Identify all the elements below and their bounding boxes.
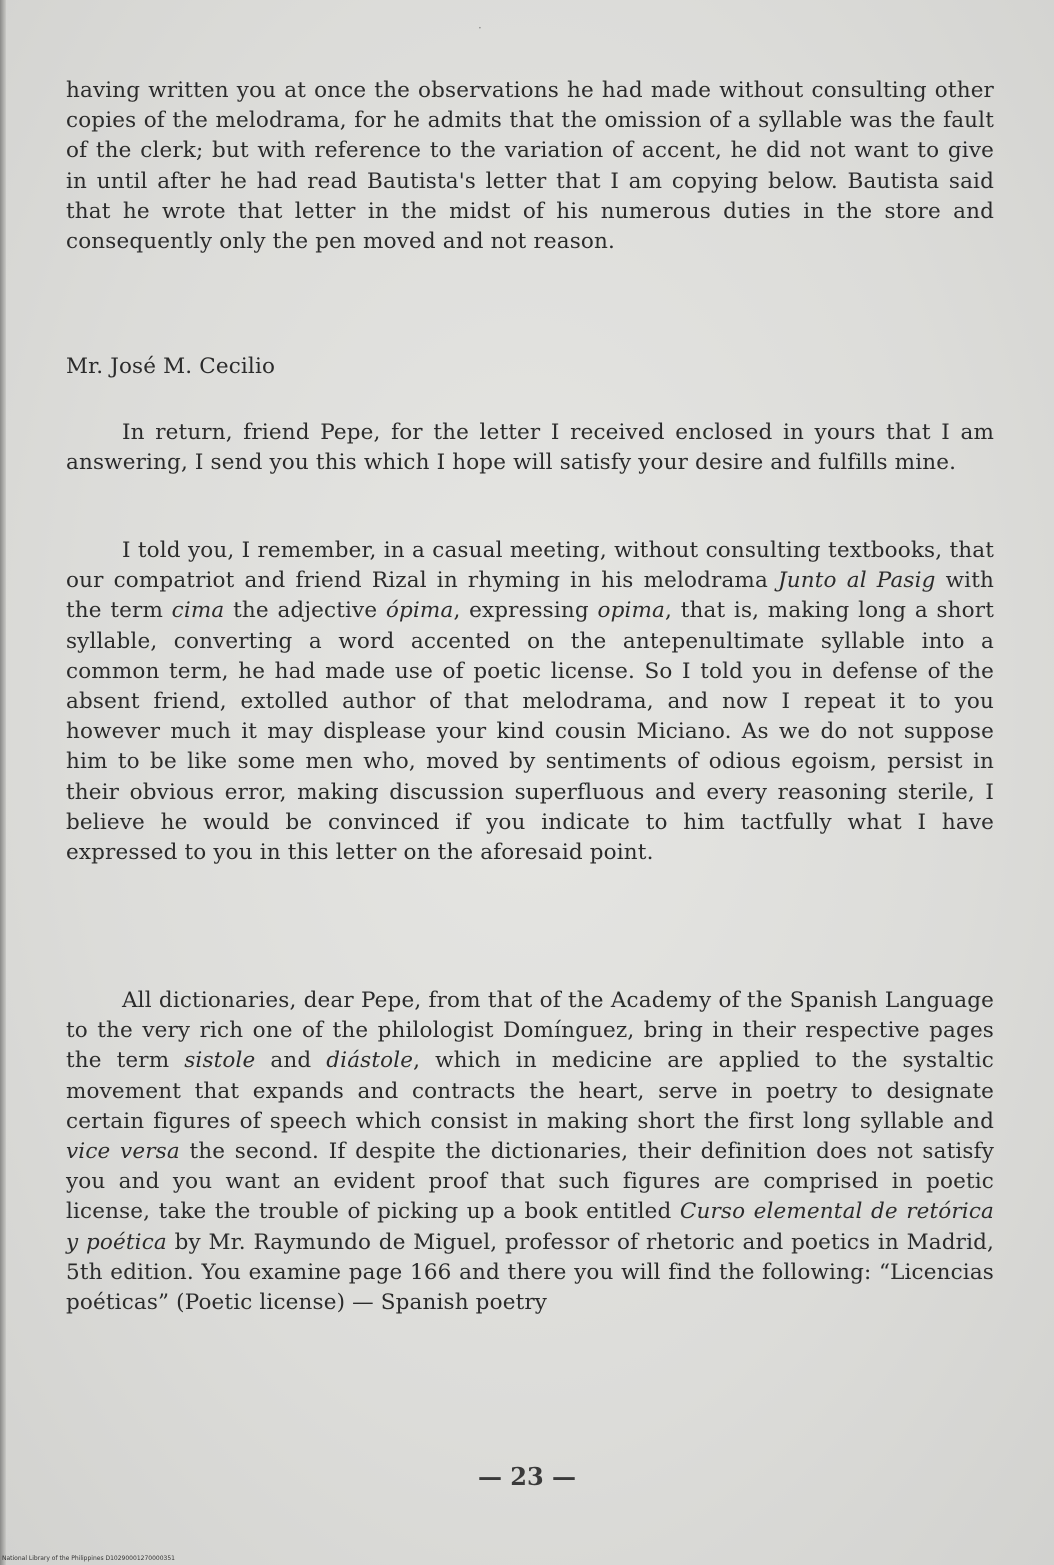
body-paragraph-3 — [66, 986, 994, 1318]
paragraph-3-text — [66, 986, 994, 1318]
paragraph-3-part-5: by Mr. Raymundo de Miguel, professor of rhetoric and poetics in Madrid, 5th edition. You examine page 166 and there you will find the following: “Licencias poéticas” (Poetic license) — Spanish poetry — [66, 1229, 994, 1316]
body-paragraph-1 — [66, 418, 994, 478]
body-paragraph-2 — [66, 536, 994, 868]
paragraph-3-part-4: the second. If despite the dictionaries, their definition does not satisfy you and you want an evident proof that such figures are comprised in poetic license, take the trouble of picking up a book entitled — [66, 1139, 994, 1225]
intro-text: having written you at once the observations he had made without consulting other copies of the melodrama, for he admits that the omission of a syllable was the fault of the clerk; but with reference to the variation of accent, he did not want to give in until after he had read Bautista's letter that I am copying below. Bautista said that he wrote that letter in the midst of his numerous duties in the store and consequently only the pen moved and not reason. — [66, 78, 994, 255]
paragraph-3-part-1: All dictionaries, dear Pepe, from that of the Academy of the Spanish Language to the very rich one of the philologist Domínguez, bring in their respective pages the term — [66, 988, 994, 1074]
paragraph-2-part-1: I told you, I remember, in a casual meeting, without consulting textbooks, that our compatriot and friend Rizal in rhyming in his melodrama — [66, 538, 994, 594]
paragraph-2-part-3: the adjective — [224, 598, 386, 624]
paragraph-2-part-4: , expressing — [453, 598, 598, 624]
paragraph-3-part-2: and — [255, 1048, 327, 1074]
scan-speck-mark: · — [478, 21, 482, 35]
paragraph-1-text: In return, friend Pepe, for the letter I received enclosed in yours that I am answering, I send you this which I hope will satisfy your desire and fulfills mine. — [66, 420, 994, 476]
intro-paragraph — [66, 76, 994, 257]
term-diastole: diástole — [326, 1048, 414, 1074]
term-opima: opima — [597, 598, 666, 624]
term-sistole: sistole — [184, 1048, 256, 1074]
book-title: Curso elemental de retórica y poética — [66, 1199, 994, 1255]
term-cima: cima — [171, 598, 225, 624]
letter-salutation — [66, 352, 994, 382]
term-opima-accented: ópima — [385, 598, 454, 624]
paragraph-2-part-2: with the term — [66, 568, 994, 624]
paragraph-3-part-3: , which in medicine are applied to the systaltic movement that expands and contracts the heart, serve in poetry to designate certain figures of speech which consist in making short the first long syllable and — [66, 1048, 994, 1134]
page-binding-edge — [0, 0, 6, 1565]
archive-footer-note: National Library of the Philippines D10290001270000351 — [2, 1555, 175, 1562]
title-junto-al-pasig: Junto al Pasig — [778, 568, 936, 594]
paragraph-2-text — [66, 536, 994, 868]
page-number: — 23 — — [477, 1462, 577, 1491]
term-vice-versa: vice versa — [66, 1139, 180, 1165]
paragraph-2-part-5: , that is, making long a short syllable, converting a word accented on the antepenultimate syllable into a common term, he had made use of poetic license. So I told you in defense of the absent friend, extolled author of that melodrama, and now I repeat it to you however much it may displease your kind cousin Miciano. As we do not suppose him to be like some men who, moved by sentiments of odious egoism, persist in their obvious error, making discussion superfluous and every reasoning sterile, I believe he would be convinced if you indicate to him tactfully what I have expressed to you in this letter on the aforesaid point. — [66, 598, 994, 866]
salutation-text: Mr. José M. Cecilio — [66, 354, 276, 379]
